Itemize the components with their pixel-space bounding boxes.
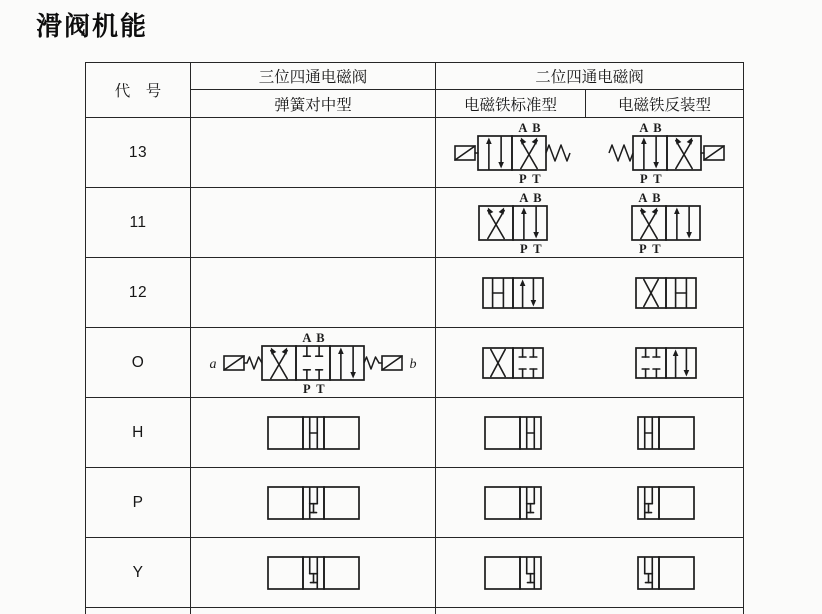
two-position-reversed-O	[590, 345, 744, 381]
valve-symbol-11-reversed	[630, 190, 702, 256]
table-row-Y	[86, 538, 744, 608]
table-row-O	[86, 328, 744, 398]
svg-text:P: P	[639, 241, 647, 256]
two-position-standard-12	[436, 275, 590, 311]
valve-symbol-Y-reversed	[636, 554, 696, 592]
svg-text:A: A	[518, 120, 528, 135]
svg-text:T: T	[532, 171, 541, 186]
cell-two-position-P	[436, 468, 744, 538]
cell-two-position-Y	[436, 538, 744, 608]
two-position-standard-P	[436, 484, 590, 522]
cell-two-position-11	[436, 188, 744, 258]
table-row-12	[86, 258, 744, 328]
two-position-reversed-11	[590, 190, 744, 256]
table-row-13	[86, 118, 744, 188]
header-three-position: 三位四通电磁阀	[191, 63, 436, 90]
valve-symbol-H-standard	[483, 414, 543, 452]
svg-text:A: A	[519, 190, 529, 205]
svg-text:P: P	[519, 171, 527, 186]
cell-three-position-13	[191, 118, 436, 188]
page-title: 滑阀机能	[36, 11, 149, 41]
cell-three-position-12	[191, 258, 436, 328]
valve-symbol-P-standard	[483, 484, 543, 522]
table-row-11	[86, 188, 744, 258]
svg-text:A: A	[639, 120, 649, 135]
valve-symbol-Y-three-position	[266, 554, 361, 592]
table-body	[86, 118, 744, 614]
svg-text:A: A	[302, 330, 312, 345]
cell-two-position-O	[436, 328, 744, 398]
table-header	[86, 63, 744, 118]
svg-text:b: b	[409, 356, 417, 372]
valve-function-table	[85, 62, 744, 614]
svg-text:B: B	[653, 120, 662, 135]
cell-two-position-12	[436, 258, 744, 328]
valve-symbol-12-reversed	[634, 275, 698, 311]
valve-symbol-13-standard	[453, 120, 572, 186]
svg-text:P: P	[639, 171, 648, 186]
row-code-13: 13	[86, 118, 191, 188]
cell-three-position-P	[191, 468, 436, 538]
header-solenoid-reversed: 电磁铁反装型	[586, 90, 744, 118]
svg-text:T: T	[652, 241, 661, 256]
valve-symbol-H-three-position	[266, 414, 361, 452]
header-code: 代 号	[86, 63, 191, 118]
svg-text:B: B	[532, 120, 541, 135]
two-position-standard-O	[436, 345, 590, 381]
table-row-clipped	[86, 608, 744, 614]
header-two-position: 二位四通电磁阀	[436, 63, 744, 90]
valve-symbol-11-standard	[477, 190, 549, 256]
two-position-reversed-Y	[590, 554, 744, 592]
svg-text:P: P	[519, 241, 528, 256]
cell-two-position-H	[436, 398, 744, 468]
two-position-standard-H	[436, 414, 590, 452]
row-code-11: 11	[86, 188, 191, 258]
valve-symbol-P-three-position	[266, 484, 361, 522]
svg-text:P: P	[303, 381, 311, 396]
svg-text:A: A	[638, 190, 648, 205]
valve-symbol-P-reversed	[636, 484, 696, 522]
two-position-reversed-H	[590, 414, 744, 452]
two-position-standard-Y	[436, 554, 590, 592]
clipped-cell	[86, 608, 191, 614]
svg-text:T: T	[316, 381, 325, 396]
valve-symbol-13-reversed	[607, 120, 726, 186]
cell-three-position-Y	[191, 538, 436, 608]
svg-text:B: B	[316, 330, 325, 345]
row-code-H: H	[86, 398, 191, 468]
svg-text:a: a	[209, 356, 217, 372]
svg-text:B: B	[533, 190, 542, 205]
table-row-P	[86, 468, 744, 538]
valve-symbol-Y-standard	[483, 554, 543, 592]
cell-three-position-11	[191, 188, 436, 258]
row-code-12: 12	[86, 258, 191, 328]
two-position-reversed-P	[590, 484, 744, 522]
clipped-cell	[191, 608, 436, 614]
row-code-O: O	[86, 328, 191, 398]
cell-three-position-H	[191, 398, 436, 468]
two-position-standard-13	[436, 120, 590, 186]
header-solenoid-standard: 电磁铁标准型	[436, 90, 586, 118]
svg-text:T: T	[653, 171, 662, 186]
svg-text:T: T	[533, 241, 542, 256]
cell-three-position-O	[191, 328, 436, 398]
svg-text:B: B	[652, 190, 661, 205]
valve-symbol-O-three-position	[206, 330, 420, 396]
header-spring-centered: 弹簧对中型	[191, 90, 436, 118]
table-row-H	[86, 398, 744, 468]
clipped-cell	[436, 608, 744, 614]
valve-symbol-O-reversed	[634, 345, 698, 381]
valve-symbol-O-standard	[481, 345, 545, 381]
row-code-P: P	[86, 468, 191, 538]
cell-two-position-13	[436, 118, 744, 188]
two-position-standard-11	[436, 190, 590, 256]
two-position-reversed-12	[590, 275, 744, 311]
two-position-reversed-13	[590, 120, 744, 186]
row-code-Y: Y	[86, 538, 191, 608]
valve-symbol-H-reversed	[636, 414, 696, 452]
valve-symbol-12-standard	[481, 275, 545, 311]
